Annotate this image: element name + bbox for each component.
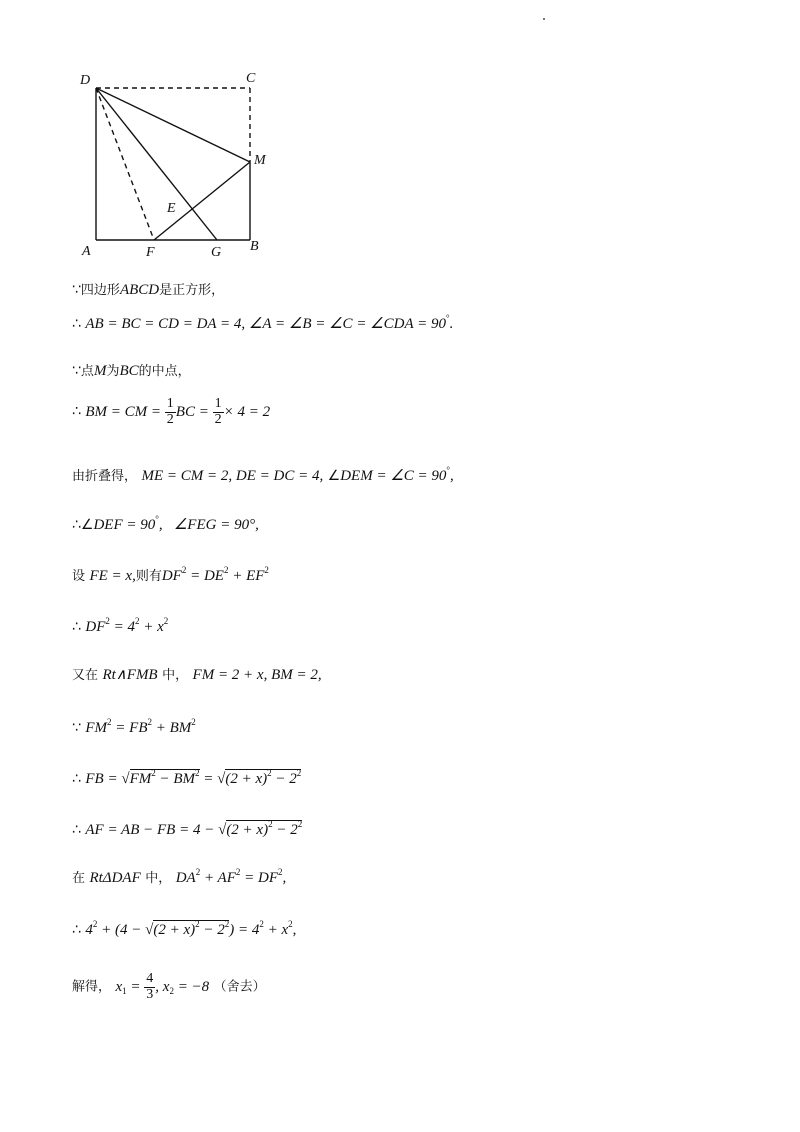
line-10: ∵ $FM^2 = FB^2 + BM^2$ <box>72 717 196 736</box>
segment-DG <box>96 88 217 240</box>
line-7: 设 FE = x,则有$DF^2 = DE^2 + EF^2$ <box>72 565 269 584</box>
geometry-figure <box>70 60 290 270</box>
line-11: ∴ FB = $√FM^2 - BM^2 = √(2 + x)^2 - 2^2$ <box>72 768 302 787</box>
page-dot <box>543 18 545 20</box>
line-1: ∵四边形ABCD是正方形， <box>72 282 225 298</box>
label-B: B <box>250 239 259 254</box>
label-G: G <box>211 245 222 260</box>
line-9: 又在 Rt∧FMB 中， FM = 2 + x, BM = 2, <box>72 667 322 683</box>
line-6: ∴∠DEF = 90°, ∠FEG = 90°, <box>72 514 259 533</box>
line-3: ∵点M为BC的中点， <box>72 363 191 379</box>
label-D: D <box>80 73 91 88</box>
line-5: 由折叠得， ME = CM = 2, DE = DC = 4, ∠DEM = ∠C = 90°, <box>72 465 454 484</box>
label-M: M <box>254 153 266 168</box>
line-8: ∴ $DF^2 = 4^2 + x^2$ <box>72 616 169 635</box>
label-A: A <box>82 244 91 259</box>
segment-DM <box>96 88 250 162</box>
segment-DF-dashed <box>96 88 154 240</box>
label-E: E <box>167 201 176 216</box>
line-14: ∴ $4^2 + (4 - √(2 + x)^2 - 2^2) = 4^2 + x^2$, <box>72 919 297 938</box>
line-4: ∴ BM = CM = $\frac{1}{2}$ BC = $\frac{1}{2}$ × 4 = 2 <box>72 396 271 427</box>
line-13: 在 RtΔDAF 中， $DA^2 + AF^2 = DF^2$, <box>72 867 287 886</box>
label-F: F <box>146 245 155 260</box>
line-15: 解得， $x_1$ = $\frac{4}{3}$ , $x_2 = -8$ （舍去） <box>72 971 266 1002</box>
line-12: ∴ AF = AB − FB = $4 - √(2 + x)^2 - 2^2$ <box>72 819 303 838</box>
label-C: C <box>246 71 256 86</box>
line-2: ∴ AB = BC = CD = DA = 4, ∠A = ∠B = ∠C = ∠CDA = 90°. <box>72 313 454 332</box>
